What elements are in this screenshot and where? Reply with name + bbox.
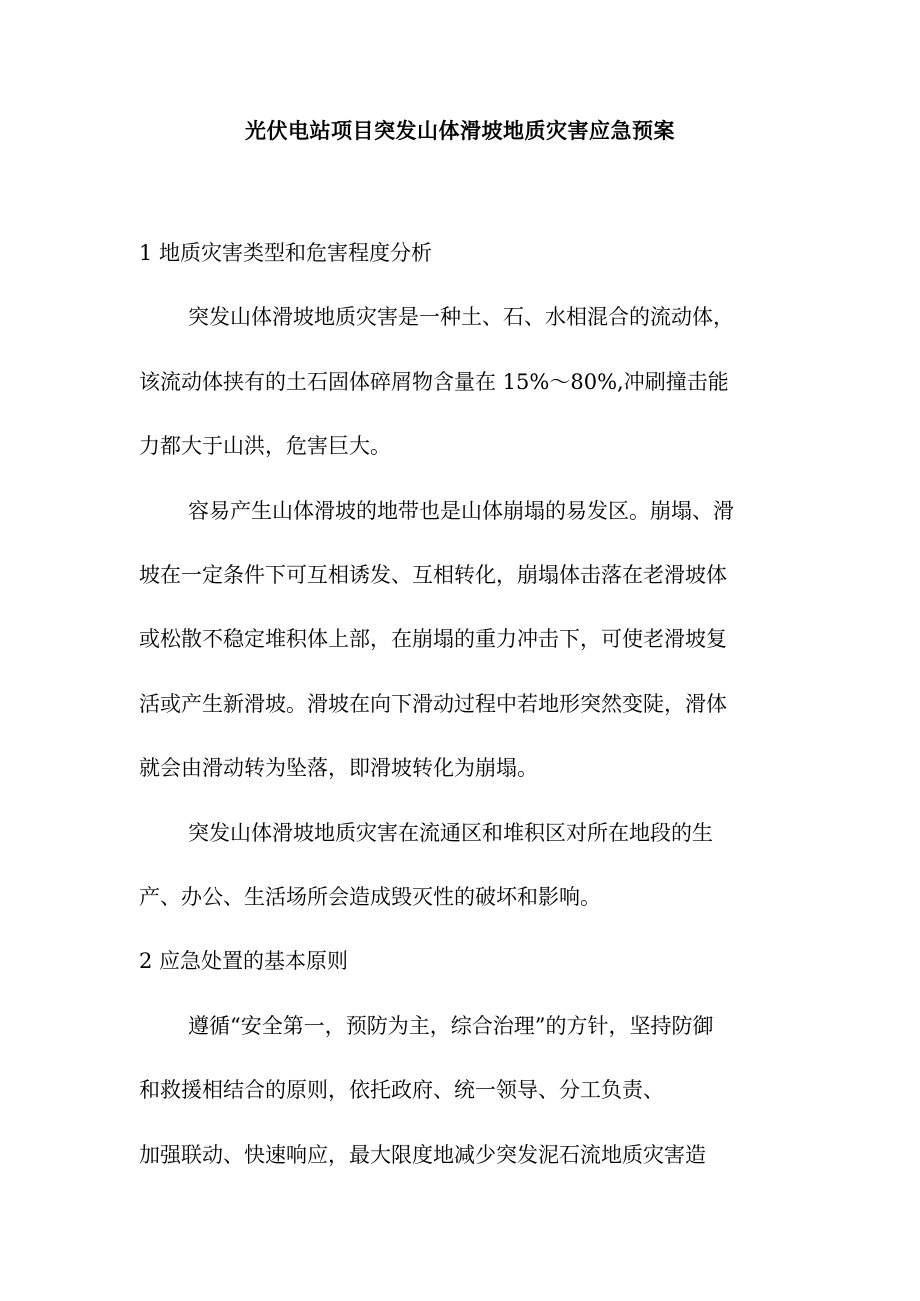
paragraph-line: 产、办公、生活场所会造成毁灭性的破坏和影响。: [139, 885, 601, 909]
paragraph-line: 容易产生山体滑坡的地带也是山体崩塌的易发区。崩塌、滑: [188, 499, 734, 523]
paragraph-line: 该流动体挟有的土石固体碎屑物含量在 15%～80%,冲刷撞击能: [139, 370, 729, 394]
paragraph-line: 遵循“安全第一，预防为主，综合治理”的方针，坚持防御: [188, 1014, 714, 1038]
paragraph-line: 力都大于山洪，危害巨大。: [139, 434, 391, 458]
paragraph-line: 或松散不稳定堆积体上部，在崩塌的重力冲击下，可使老滑坡复: [139, 627, 727, 651]
paragraph-line: 突发山体滑坡地质灾害在流通区和堆积区对所在地段的生: [188, 821, 713, 845]
section-heading-2: 2 应急处置的基本原则: [139, 949, 349, 973]
paragraph-line: 坡在一定条件下可互相诱发、互相转化，崩塌体击落在老滑坡体: [139, 563, 727, 587]
section-heading-1: 1 地质灾害类型和危害程度分析: [139, 241, 433, 265]
document-title: 光伏电站项目突发山体滑坡地质灾害应急预案: [245, 118, 675, 143]
paragraph-line: 和救援相结合的原则，依托政府、统一领导、分工负责、: [139, 1078, 664, 1102]
paragraph-line: 活或产生新滑坡。滑坡在向下滑动过程中若地形突然变陡，滑体: [139, 692, 727, 716]
paragraph-line: 加强联动、快速响应，最大限度地减少突发泥石流地质灾害造: [139, 1143, 706, 1167]
paragraph-line: 就会由滑动转为坠落，即滑坡转化为崩塌。: [139, 756, 538, 780]
paragraph-line: 突发山体滑坡地质灾害是一种土、石、水相混合的流动体，: [188, 305, 734, 329]
